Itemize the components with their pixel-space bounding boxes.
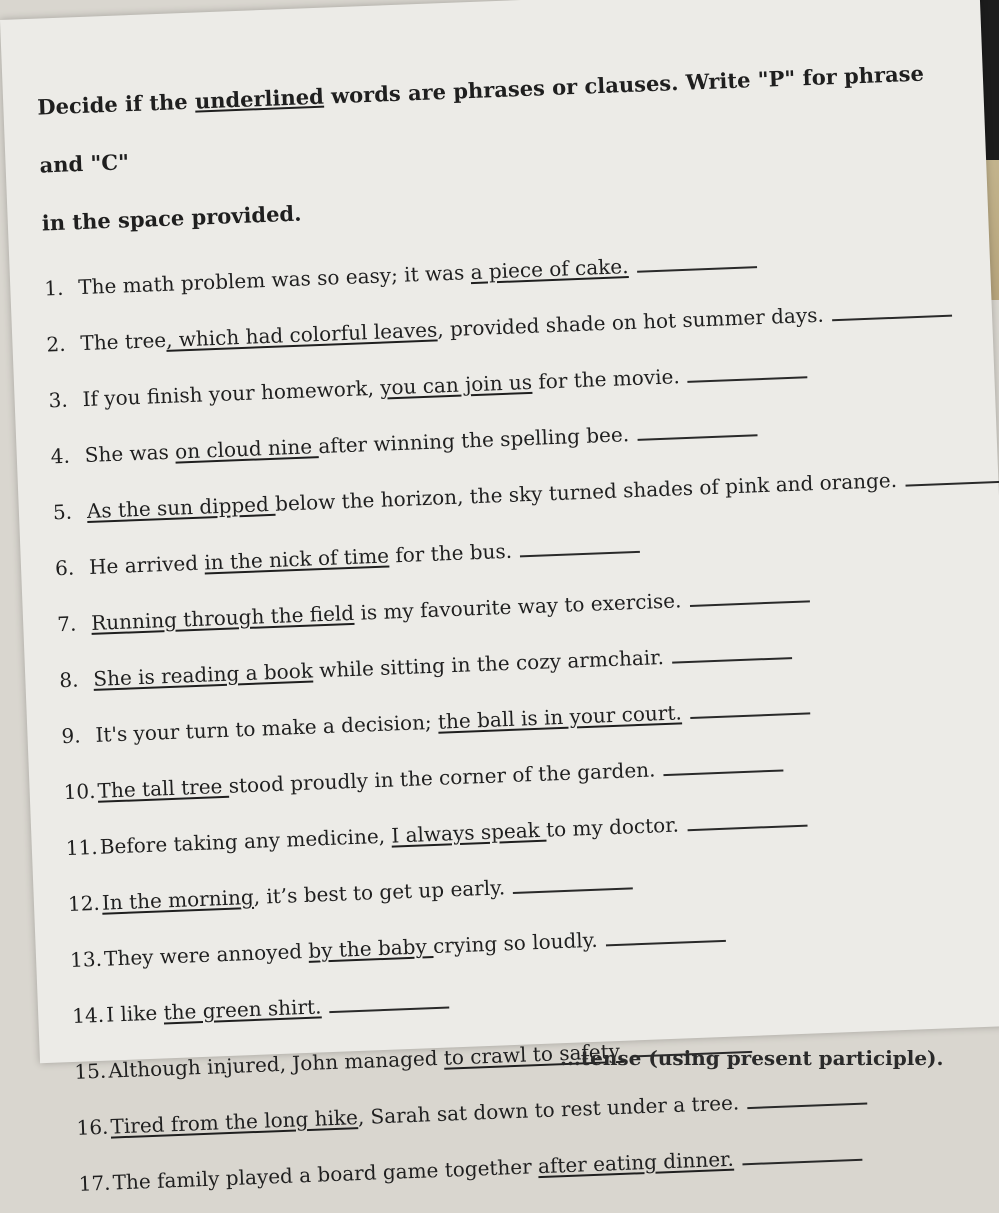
question-underlined-words: on cloud nine [174, 434, 319, 464]
question-number: 8. [58, 667, 79, 693]
question-text-before: He arrived [88, 550, 205, 579]
question-number: 10. [63, 778, 96, 805]
instructions-line2: in the space provided. [41, 200, 302, 236]
answer-blank[interactable] [513, 869, 634, 894]
question-text-after: , it’s best to get up early. [253, 875, 506, 909]
answer-blank[interactable] [520, 533, 641, 558]
answer-blank[interactable] [904, 462, 999, 487]
question-underlined-words: I always speak [390, 817, 547, 848]
answer-blank[interactable] [329, 988, 450, 1013]
question-underlined-words: a piece of cake. [470, 254, 629, 285]
answer-blank[interactable] [687, 358, 808, 383]
question-number: 17. [78, 1170, 111, 1196]
answer-blank[interactable] [636, 248, 757, 273]
question-number: 12. [67, 890, 101, 917]
question-underlined-words: As the sun dipped [86, 491, 276, 524]
answer-blank[interactable] [686, 807, 807, 832]
answer-blank[interactable] [663, 751, 784, 776]
question-number: 9. [61, 723, 82, 749]
question-number: 3. [48, 387, 69, 413]
question-text-before: I like [105, 1000, 165, 1027]
question-underlined-words: the ball is in your court. [437, 700, 683, 734]
question-text-before: The math problem was so easy; it was [77, 260, 472, 300]
question-underlined-words: Running through the field [90, 600, 355, 635]
question-underlined-words: by the baby [307, 934, 434, 963]
question-text-before: She was [84, 439, 176, 468]
question-number: 7. [56, 611, 77, 637]
question-text-before: The tree [80, 327, 167, 356]
question-underlined-words: after eating dinner. [537, 1146, 735, 1179]
question-text-before: Before taking any medicine, [99, 823, 392, 859]
question-number: 14. [71, 1002, 105, 1028]
instructions-underlined-word: underlined [194, 83, 325, 114]
question-text-before: If you finish your homework, [82, 375, 381, 412]
question-underlined-words: the green shirt. [163, 994, 322, 1025]
question-text-after: below the horizon, the sky turned shades of pink and orange. [274, 467, 898, 516]
question-number: 5. [52, 499, 73, 525]
answer-blank[interactable] [637, 416, 758, 441]
question-text-after: is my favourite way to exercise. [353, 588, 682, 625]
question-number: 11. [65, 834, 99, 861]
question-underlined-words: you can join us [379, 369, 533, 400]
instructions [36, 44, 952, 253]
question-text-after: stood proudly in the corner of the garden. [228, 757, 656, 798]
question-text-before: Although injured, John managed [107, 1045, 445, 1083]
question-underlined-words: to crawl to safety. [443, 1038, 625, 1070]
instructions-end: words are phrases or clauses. Write "P" for phrase and "C" [39, 60, 925, 178]
answer-blank[interactable] [747, 1085, 868, 1110]
answer-blank[interactable] [671, 639, 792, 664]
question-underlined-words: She is reading a book [92, 658, 314, 691]
question-text-after: for the bus. [388, 538, 513, 568]
question-underlined-words: Tired from the long hike [110, 1105, 359, 1139]
answer-blank[interactable] [831, 297, 952, 322]
question-underlined-words: The tall tree [97, 773, 230, 803]
question-text-after: , provided shade on hot summer days. [436, 302, 825, 342]
question-underlined-words: in the nick of time [203, 543, 390, 575]
worksheet-content [36, 44, 989, 1212]
question-underlined-words: , which had colorful leaves [165, 317, 438, 352]
question-number: 2. [46, 331, 67, 357]
footer-cut-text: ...tense (using present participle). [560, 1046, 944, 1070]
question-number: 15. [73, 1058, 107, 1084]
question-number: 4. [50, 443, 71, 469]
question-text-after: for the movie. [531, 364, 681, 394]
question-text-before: It's your turn to make a decision; [95, 709, 439, 747]
question-text-after: after winning the spelling bee. [317, 422, 630, 459]
question-text-after: to my doctor. [545, 812, 680, 842]
question-number: 1. [43, 275, 64, 301]
question-number: 13. [69, 946, 103, 972]
instructions-start: Decide if the [36, 88, 196, 120]
question-text-after: while sitting in the cozy armchair. [312, 644, 665, 683]
question-underlined-words: In the morning [101, 884, 255, 915]
question-text-before: The family played a board game together [112, 1154, 539, 1195]
question-text-after: crying so loudly. [432, 927, 599, 959]
answer-blank[interactable] [689, 582, 810, 607]
answer-blank[interactable] [689, 694, 810, 719]
question-number: 6. [54, 555, 75, 581]
question-text-before: They were annoyed [103, 938, 309, 971]
question-number: 16. [76, 1114, 109, 1140]
answer-blank[interactable] [741, 1141, 862, 1166]
answer-blank[interactable] [605, 922, 726, 947]
question-text-after: , Sarah sat down to rest under a tree. [357, 1090, 740, 1130]
